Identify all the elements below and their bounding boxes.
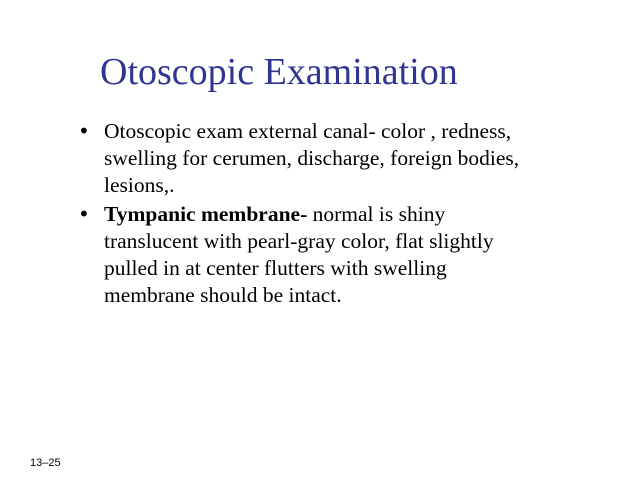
bullet-icon: • — [78, 202, 90, 226]
bullet-item — [72, 201, 542, 309]
bullet-text: Otoscopic exam external canal- color , redness, swelling for cerumen, discharge, foreign bodies, lesions,. — [104, 119, 520, 197]
bullet-text: normal is shiny translucent with pearl-gray color, flat slightly pulled in at center flutters with swelling membrane should be intact. — [104, 202, 494, 307]
slide-number: 13–25 — [30, 457, 61, 469]
bullet-bold-term: Tympanic membrane- — [104, 202, 308, 226]
slide-title: Otoscopic Examination — [100, 51, 458, 93]
bullet-list — [72, 118, 542, 311]
bullet-icon: • — [78, 119, 90, 143]
bullet-item — [72, 118, 542, 199]
